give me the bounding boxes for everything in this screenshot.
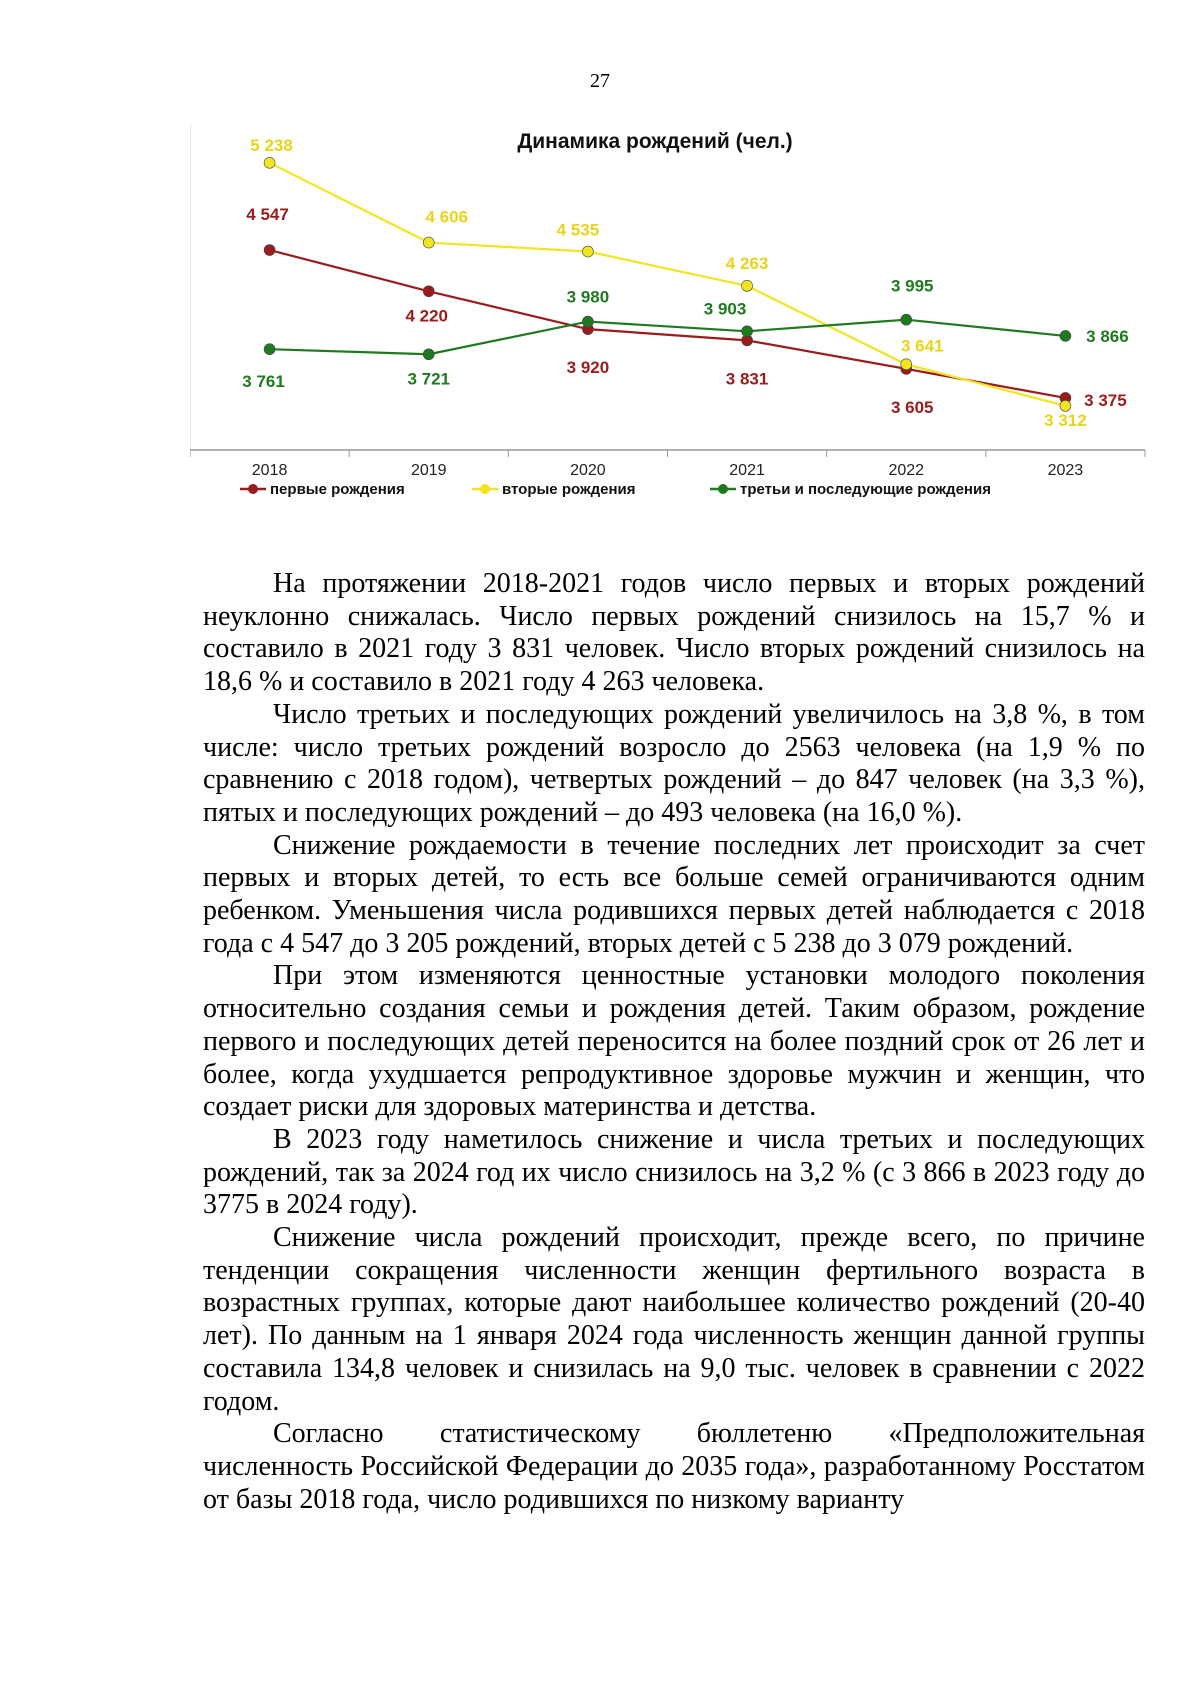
- paragraph: При этом изменяются ценностные установки молодого поколения относительно создания семьи и рождения детей. Таким образом, рождение первого и последующих детей переносится на более поздний срок от 26 лет и более, когда ухудшается репродуктивное здоровье мужчин и женщин, что создает риски для здоровых материнства и детства.: [203, 960, 1145, 1123]
- data-point: [901, 314, 912, 325]
- data-label: 3 312: [1044, 410, 1087, 430]
- data-point: [1060, 330, 1071, 341]
- legend-marker: [480, 484, 490, 494]
- data-label: 3 866: [1086, 326, 1129, 346]
- data-point: [582, 316, 593, 327]
- data-point: [423, 349, 434, 360]
- data-label: 4 606: [425, 207, 469, 227]
- x-tick-label: 2023: [1047, 462, 1084, 479]
- series-line: [270, 163, 1066, 406]
- x-tick-label: 2019: [410, 462, 447, 479]
- data-point: [742, 280, 753, 291]
- x-tick-label: 2022: [888, 462, 925, 479]
- data-label: 3 605: [890, 397, 934, 417]
- paragraph: В 2023 году наметилось снижение и числа третьих и последующих рождений, так за 2024 год их число снизилось на 3,2 % (с 3 866 в 2023 году до 3775 в 2024 году).: [203, 1123, 1145, 1221]
- data-point: [742, 326, 753, 337]
- data-label: 3 761: [242, 372, 285, 392]
- data-point: [264, 245, 275, 256]
- paragraph: Число третьих и последующих рождений увеличилось на 3,8 %, в том числе: число третьих рождений возросло до 2563 человека (на 1,9 % по сравнению с 2018 годом), четвертых рождений – до 847 человек (на 3,3 %), пятых и последующих рождений – до 493 человека (на 16,0 %).: [203, 698, 1145, 828]
- data-point: [901, 359, 912, 370]
- data-label: 3 980: [566, 287, 610, 307]
- legend-marker: [718, 484, 728, 494]
- data-point: [423, 237, 434, 248]
- data-label: 3 375: [1084, 390, 1127, 410]
- data-point: [582, 246, 593, 257]
- paragraph: Снижение рождаемости в течение последних лет происходит за счет первых и вторых детей, то есть все больше семей ограничиваются одним ребенком. Уменьшения числа родившихся первых детей наблюдается с 2018 года с 4 547 до 3 205 рождений, вторых детей с 5 238 до 3 079 рождений.: [203, 829, 1145, 959]
- paragraph: Снижение числа рождений происходит, прежде всего, по причине тенденции сокращения численности женщин фертильного возраста в возрастных группах, которые дают наибольшее количество рождений (20-40 лет). По данным на 1 января 2024 года численность женщин данной группы составила 134,8 человек и снизилась на 9,0 тыс. человек в сравнении с 2022 годом.: [203, 1222, 1145, 1417]
- data-label: 3 641: [900, 336, 944, 356]
- data-label: 3 903: [703, 299, 747, 319]
- data-label: 3 920: [566, 358, 610, 378]
- page-number: 27: [590, 70, 610, 92]
- data-label: 3 831: [725, 369, 769, 389]
- paragraph: На протяжении 2018-2021 годов число первых и вторых рождений неуклонно снижалась. Число первых рождений снизилось на 15,7 % и составило в 2021 году 3 831 человек. Число вторых рождений снизилось на 18,6 % и составило в 2021 году 4 263 человека.: [203, 568, 1145, 698]
- x-tick-label: 2021: [729, 462, 765, 479]
- data-label: 3 995: [890, 276, 934, 296]
- data-label: 3 721: [407, 369, 451, 389]
- legend-label: первые рождения: [270, 481, 405, 498]
- data-label: 4 547: [246, 205, 289, 225]
- data-label: 4 220: [405, 306, 449, 326]
- x-tick-label: 2020: [570, 462, 606, 479]
- legend-label: третьи и последующие рождения: [740, 481, 991, 498]
- data-point: [264, 157, 275, 168]
- data-point: [1060, 400, 1071, 411]
- legend-label: вторые рождения: [502, 481, 636, 498]
- data-point: [264, 344, 275, 355]
- data-label: 4 263: [725, 253, 769, 273]
- legend-marker: [248, 484, 258, 494]
- data-label: 4 535: [556, 220, 600, 240]
- data-point: [423, 286, 434, 297]
- chart-title: Динамика рождений (чел.): [517, 130, 793, 153]
- births-dynamics-chart: [190, 125, 1150, 555]
- x-tick-label: 2018: [251, 462, 288, 479]
- data-label: 5 238: [250, 135, 293, 155]
- body-text: [203, 568, 1145, 1516]
- paragraph: Согласно статистическому бюллетеню «Предположительная численность Российской Федерации до 2035 года», разработанному Росстатом от базы 2018 года, число родившихся по низкому варианту: [203, 1418, 1145, 1515]
- series-line: [270, 320, 1066, 355]
